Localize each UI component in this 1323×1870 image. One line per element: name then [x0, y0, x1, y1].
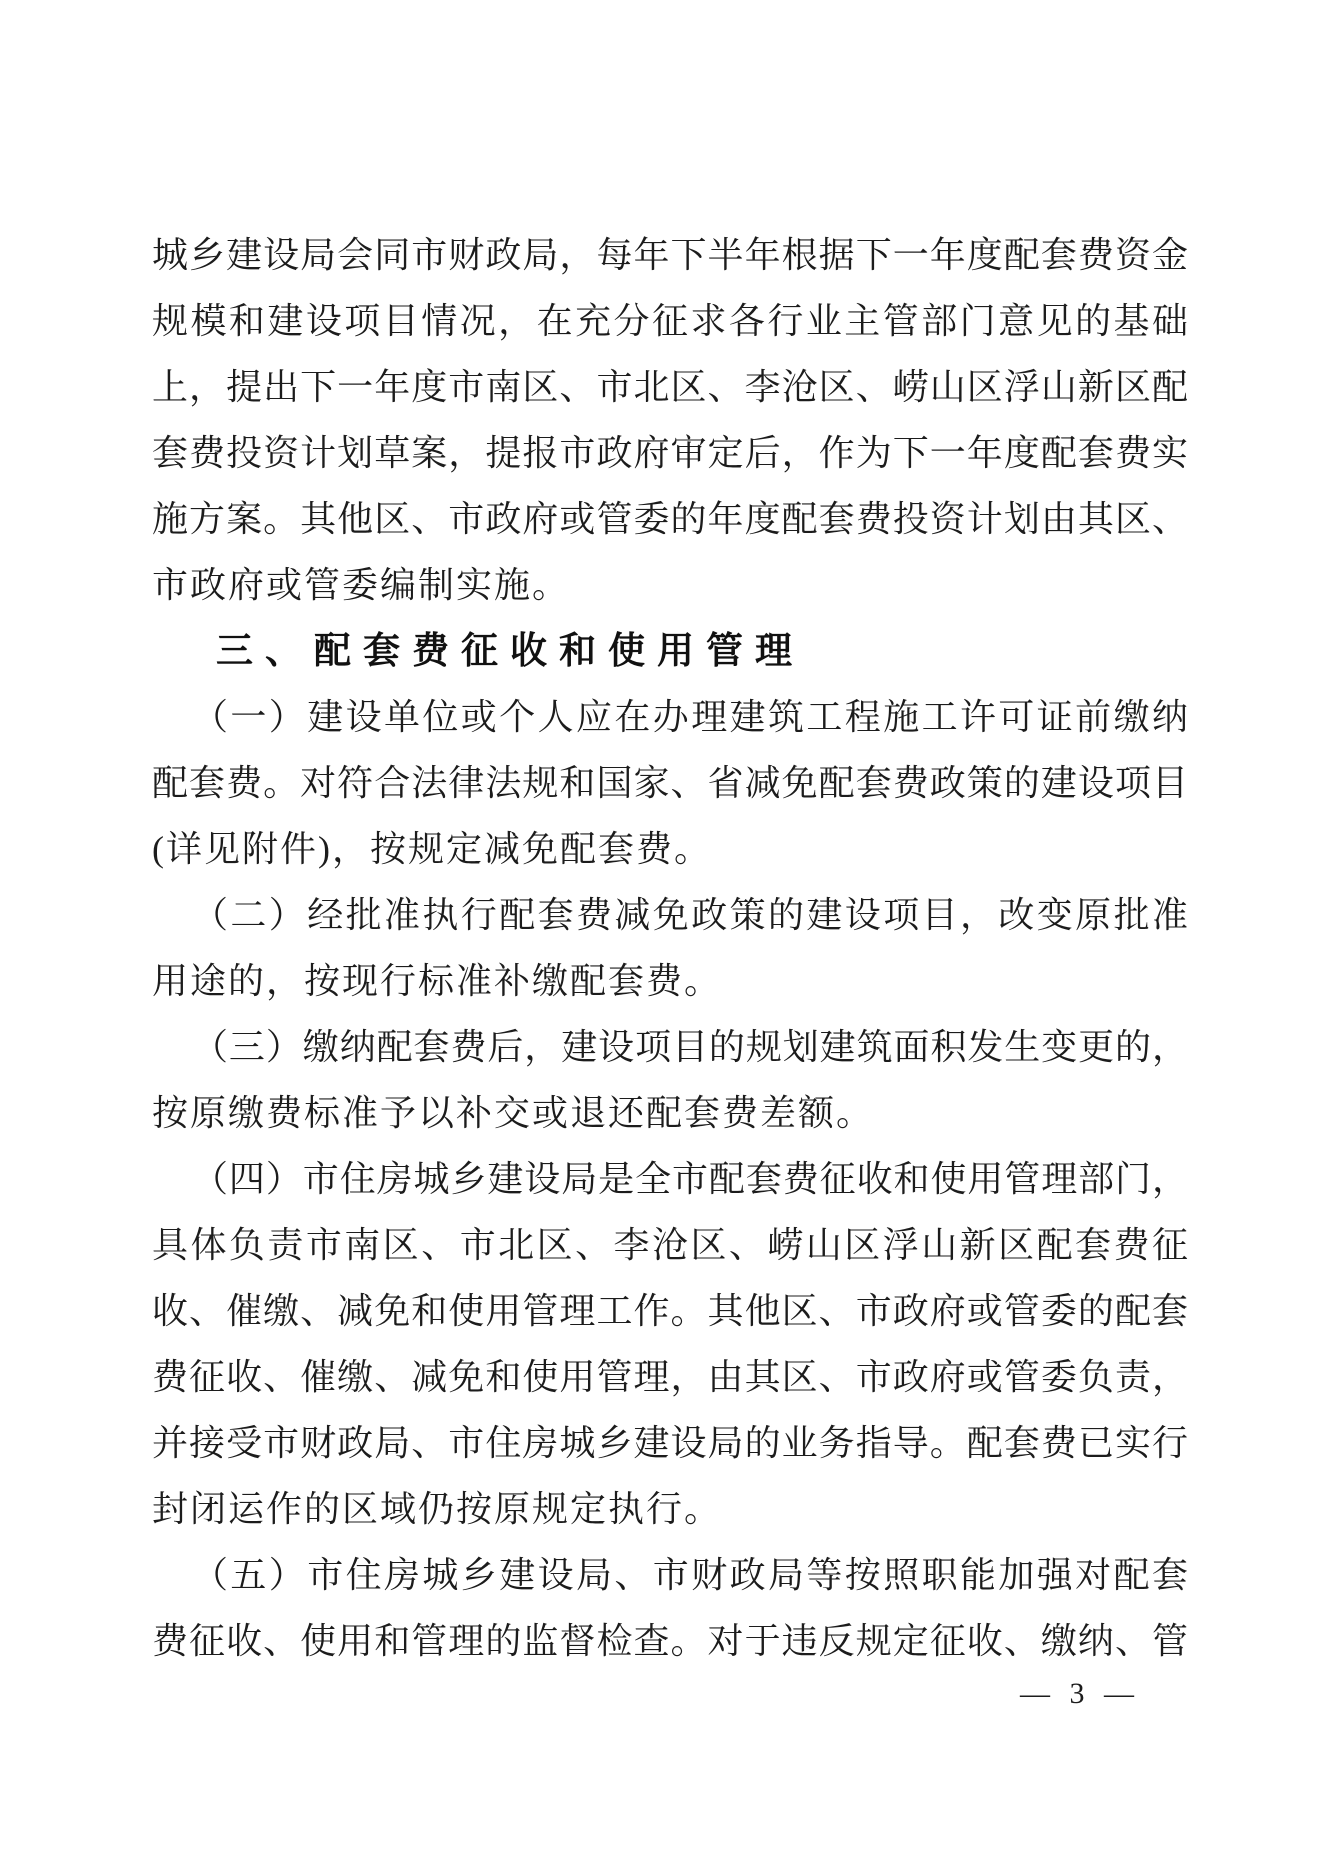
text-line: （五）市住房城乡建设局、市财政局等按照职能加强对配套 — [192, 1555, 1188, 1595]
text-line: （四）市住房城乡建设局是全市配套费征收和使用管理部门， — [192, 1159, 1188, 1199]
text-line: 费征收、催缴、减免和使用管理，由其区、市政府或管委负责， — [152, 1357, 1188, 1397]
text-line: 并接受市财政局、市住房城乡建设局的业务指导。配套费已实行 — [152, 1423, 1188, 1463]
text-line: 施方案。其他区、市政府或管委的年度配套费投资计划由其区、 — [152, 499, 1188, 539]
text-line: 封闭运作的区域仍按原规定执行。 — [152, 1489, 723, 1529]
text-line: 用途的，按现行标准补缴配套费。 — [152, 961, 723, 1001]
text-line: 按原缴费标准予以补交或退还配套费差额。 — [152, 1093, 875, 1133]
text-line: （二）经批准执行配套费减免政策的建设项目，改变原批准 — [192, 895, 1188, 935]
text-line: 配套费。对符合法律法规和国家、省减免配套费政策的建设项目 — [152, 763, 1188, 803]
text-line: 收、催缴、减免和使用管理工作。其他区、市政府或管委的配套 — [152, 1291, 1188, 1331]
text-line: 套费投资计划草案，提报市政府审定后，作为下一年度配套费实 — [152, 433, 1188, 473]
text-line: （一）建设单位或个人应在办理建筑工程施工许可证前缴纳 — [192, 697, 1188, 737]
text-line: 规模和建设项目情况，在充分征求各行业主管部门意见的基础 — [152, 301, 1188, 341]
text-line: 费征收、使用和管理的监督检查。对于违反规定征收、缴纳、管 — [152, 1621, 1188, 1661]
section-heading: 三、配套费征收和使用管理 — [216, 630, 804, 671]
document-body — [152, 222, 1188, 1674]
text-line: 上，提出下一年度市南区、市北区、李沧区、崂山区浮山新区配 — [152, 367, 1188, 407]
text-line: （三）缴纳配套费后，建设项目的规划建筑面积发生变更的， — [192, 1027, 1188, 1067]
text-line: 城乡建设局会同市财政局，每年下半年根据下一年度配套费资金 — [152, 235, 1188, 275]
text-line: 具体负责市南区、市北区、李沧区、崂山区浮山新区配套费征 — [152, 1225, 1188, 1265]
text-line: 市政府或管委编制实施。 — [152, 565, 571, 605]
text-line: (详见附件)，按规定减免配套费。 — [152, 829, 712, 869]
page-number: — 3 — — [1020, 1677, 1140, 1710]
